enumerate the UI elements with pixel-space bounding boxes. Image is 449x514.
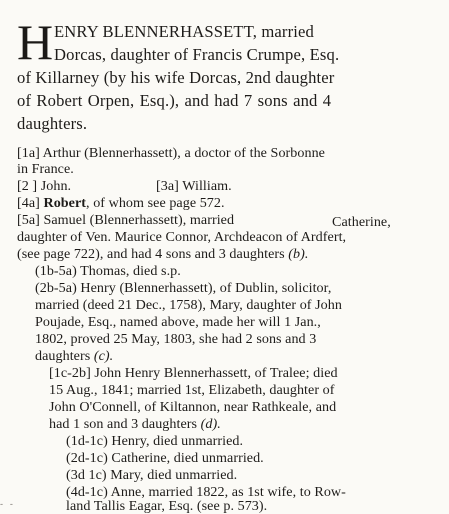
entry-2b-5a-cont-1: married (deed 21 Dec., 1758), Mary, daughter of John	[35, 297, 342, 313]
entry-4d-1c-cont: land Tallis Eagar, Esq. (see p. 573).	[66, 498, 268, 514]
intro-line-3: of Killarney (by his wife Dorcas, 2nd daughter	[17, 68, 335, 87]
entry-5a-cont-1: daughter of Ven. Maurice Connor, Archdeacon of Ardfert,	[17, 229, 347, 245]
entry-2b-5a-cont-3: 1802, proved 25 May, 1803, she had 2 sons and 3	[35, 331, 317, 347]
footnote-ref-b: (b).	[288, 246, 309, 262]
entry-2d-1c: (2d-1c) Catherine, died unmarried.	[66, 450, 264, 466]
page-edge-mark: - -	[0, 500, 15, 510]
entry-3d-1c: (3d 1c) Mary, died unmarried.	[66, 467, 238, 483]
entry-2b-5a-cont-4-text: daughters	[35, 348, 94, 364]
entry-5a-cont-2-text: (see page 722), and had 4 sons and 3 daughters	[17, 246, 289, 262]
footnote-ref-d: (d).	[200, 416, 221, 432]
entry-2: [2 ] John.	[17, 178, 72, 194]
entry-2b-5a: (2b-5a) Henry (Blennerhassett), of Dublin, solicitor,	[35, 280, 332, 296]
entry-3a: [3a] William.	[156, 178, 232, 194]
intro-line-2: Dorcas, daughter of Francis Crumpe, Esq.	[54, 45, 340, 64]
entry-4d-1c: (4d-1c) Anne, married 1822, as 1st wife, to Row-	[66, 484, 346, 500]
entry-1a-cont: in France.	[17, 161, 74, 177]
entry-1c-2b-cont-1: 15 Aug., 1841; married 1st, Elizabeth, daughter of	[49, 382, 335, 398]
intro-line-1: ENRY BLENNERHASSETT, married	[54, 22, 314, 41]
footnote-ref-c: (c).	[93, 348, 114, 364]
entry-4a-name: Robert	[43, 195, 87, 211]
entry-4a-number: [4a]	[17, 195, 44, 211]
entry-1c-2b-cont-2: John O'Connell, of Kiltannon, near Rathkeale, and	[49, 399, 337, 415]
entry-5a-spouse: Catherine,	[332, 214, 391, 230]
entry-2b-5a-cont-2: Poujade, Esq., named above, made her will 1 Jan.,	[35, 314, 321, 330]
entry-4a-rest: , of whom see page 572.	[86, 195, 225, 211]
entry-5a-cont-2	[17, 246, 308, 262]
entry-1c-2b-cont-3-text: had 1 son and 3 daughters	[49, 416, 201, 432]
entry-2b-5a-cont-4	[35, 348, 113, 364]
entry-4a	[17, 195, 225, 211]
entry-5a: [5a] Samuel (Blennerhassett), married	[17, 212, 235, 228]
intro-line-4: of Robert Orpen, Esq.), and had 7 sons and 4	[17, 91, 332, 110]
entry-1d-1c: (1d-1c) Henry, died unmarried.	[66, 433, 244, 449]
drop-cap: H	[17, 14, 54, 70]
intro-line-5: daughters.	[17, 114, 88, 133]
entry-1a: [1a] Arthur (Blennerhassett), a doctor of the Sorbonne	[17, 145, 325, 161]
entry-1c-2b-cont-3	[49, 416, 221, 432]
entry-1b-5a: (1b-5a) Thomas, died s.p.	[35, 263, 181, 279]
entry-1c-2b: [1c-2b] John Henry Blennerhassett, of Tralee; died	[49, 365, 338, 381]
